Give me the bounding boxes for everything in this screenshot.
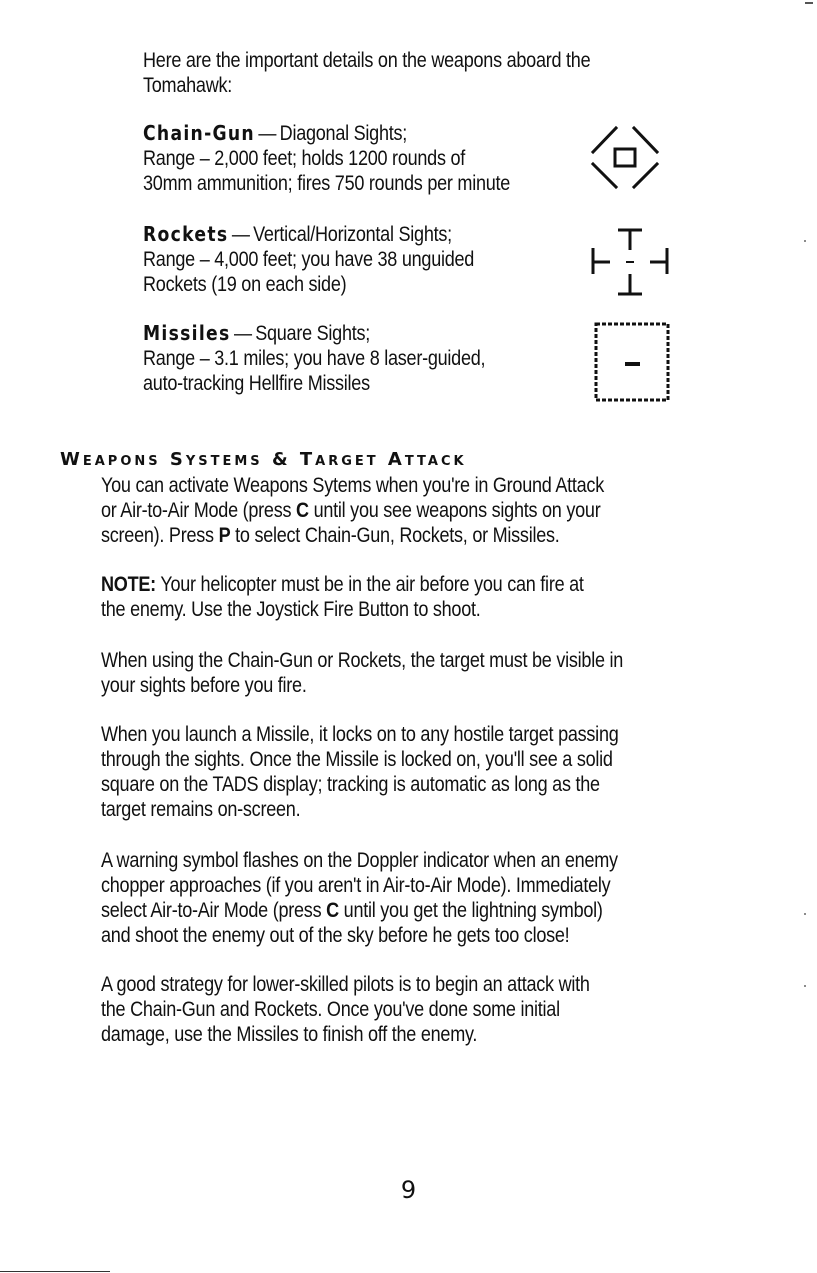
line-text: or Air-to-Air Mode (press (101, 499, 297, 522)
weapon-detail: 30mm ammunition; fires 750 rounds per minute (143, 172, 511, 195)
line-text: screen). Press (101, 524, 219, 547)
weapon-name: Rockets (143, 222, 229, 246)
diagonal-sight-icon (585, 124, 665, 192)
weapon-range: Range – 2,000 feet; holds 1200 rounds of (143, 147, 466, 170)
paragraph-line: When using the Chain-Gun or Rockets, the target must be visible in (101, 649, 624, 672)
weapon-chain-gun: Chain-Gun — Diagonal Sights; Range – 2,000 feet; holds 1200 rounds of 30mm ammunition; fires 750 rounds per minute (143, 121, 573, 196)
page-number: 9 (400, 1176, 417, 1204)
section-heading: Weapons Systems & Target Attack (60, 449, 467, 470)
paragraph-line (101, 523, 729, 548)
paragraph-line: target remains on-screen. (101, 798, 301, 821)
weapon-detail: auto-tracking Hellfire Missiles (143, 372, 370, 395)
weapon-range: Range – 4,000 feet; you have 38 unguided (143, 248, 475, 271)
paragraph-line (101, 898, 729, 923)
key-label: P (218, 524, 231, 547)
weapon-sights: Diagonal Sights; (279, 122, 408, 145)
line-text: to select Chain-Gun, Rockets, or Missiles. (230, 524, 560, 547)
weapon-sights: Vertical/Horizontal Sights; (253, 223, 452, 246)
weapon-range: Range – 3.1 miles; you have 8 laser-guided, (143, 347, 486, 370)
paragraph-line: square on the TADS display; tracking is automatic as long as the (101, 773, 600, 796)
weapon-name: Missiles (143, 321, 231, 345)
paragraph-line (101, 572, 729, 597)
scan-speck (804, 913, 806, 915)
intro-paragraph (143, 48, 728, 98)
paragraph-line: A warning symbol flashes on the Doppler indicator when an enemy (101, 849, 618, 872)
corner-mark (805, 2, 813, 4)
weapon-rockets: Rockets — Vertical/Horizontal Sights; Range – 4,000 feet; you have 38 unguided Rockets (19 on each side) (143, 222, 573, 297)
crosshair-sight-icon (588, 226, 672, 298)
paragraph-chain-gun-rockets (101, 648, 729, 698)
intro-line-2: Tomahawk: (143, 74, 233, 97)
paragraph-line: the Chain-Gun and Rockets. Once you've done some initial (101, 998, 560, 1021)
paragraph-line: When you launch a Missile, it locks on to any hostile target passing (101, 723, 619, 746)
weapon-name: Chain-Gun (143, 121, 255, 145)
paragraph-line: through the sights. Once the Missile is locked on, you'll see a solid (101, 748, 613, 771)
paragraph-line: chopper approaches (if you aren't in Air-to-Air Mode). Immediately (101, 874, 611, 897)
paragraph-note (101, 572, 729, 622)
paragraph-line: damage, use the Missiles to finish off the enemy. (101, 1023, 478, 1046)
paragraph-line: your sights before you fire. (101, 674, 307, 697)
weapon-missiles: Missiles — Square Sights; Range – 3.1 miles; you have 8 laser-guided, auto-tracking Hellfire Missiles (143, 321, 573, 396)
paragraph-line: the enemy. Use the Joystick Fire Button to shoot. (101, 598, 481, 621)
paragraph-line: You can activate Weapons Sytems when you're in Ground Attack (101, 474, 604, 497)
key-label: C (296, 499, 309, 522)
paragraph-strategy (101, 972, 729, 1047)
line-text: select Air-to-Air Mode (press (101, 899, 327, 922)
paragraph-activate-weapons (101, 473, 729, 548)
weapon-sights: Square Sights; (255, 322, 371, 345)
paragraph-line: A good strategy for lower-skilled pilots is to begin an attack with (101, 973, 590, 996)
square-sight-icon (592, 320, 672, 404)
note-label: NOTE: (101, 573, 156, 596)
paragraph-warning-symbol (101, 848, 729, 948)
line-text: Your helicopter must be in the air before you can fire at (155, 573, 584, 596)
key-label: C (326, 899, 339, 922)
paragraph-missile-lock (101, 722, 729, 822)
weapon-detail: Rockets (19 on each side) (143, 273, 347, 296)
scan-speck (804, 240, 806, 242)
footer-rule (0, 1271, 110, 1272)
paragraph-line (101, 498, 729, 523)
scan-speck (804, 985, 806, 987)
line-text: until you see weapons sights on your (308, 499, 601, 522)
paragraph-line: and shoot the enemy out of the sky before he gets too close! (101, 924, 570, 947)
intro-line-1: Here are the important details on the weapons aboard the (143, 49, 591, 72)
line-text: until you get the lightning symbol) (338, 899, 603, 922)
